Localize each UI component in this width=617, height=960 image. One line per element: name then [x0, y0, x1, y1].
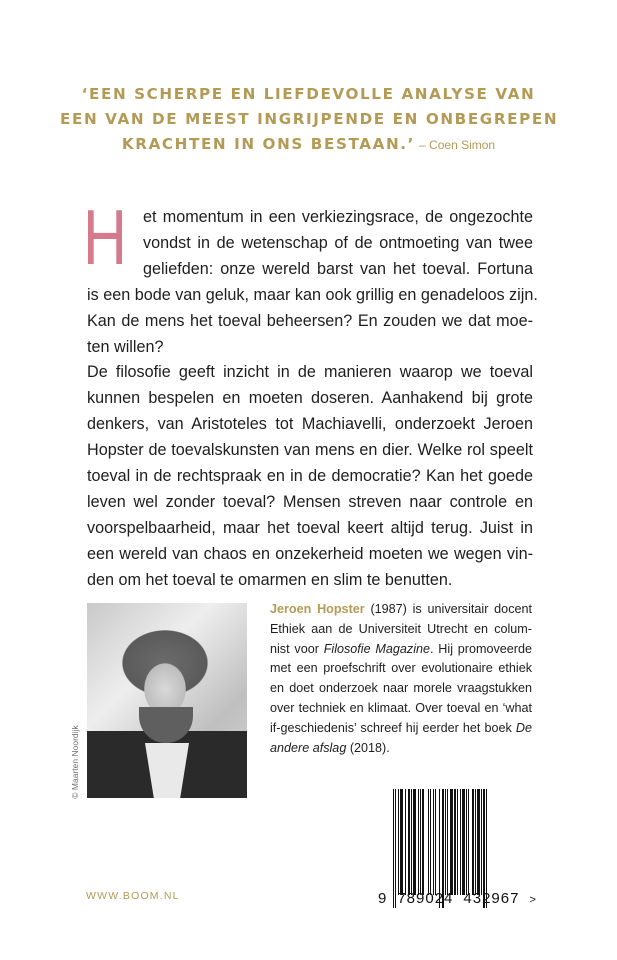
photo-detail [139, 707, 193, 743]
book-title: De [515, 720, 532, 735]
blurb-paragraph-2 [87, 359, 533, 593]
photo-detail [145, 743, 189, 798]
author-name: Jeroen Hopster [270, 602, 365, 616]
text-line: Hopster de toevalskunsten van mens en dier. Welke rol speelt [87, 441, 533, 459]
dropcap: H [83, 193, 127, 281]
author-bio [270, 600, 532, 758]
text-line: en doet onderzoek naar morele vraagstukken [270, 681, 532, 696]
text-line: is een bode van geluk, maar kan ook grillig en genadeloos zijn. [87, 286, 538, 304]
text-line: vondst in de wetenschap of de ontmoeting van twee [143, 234, 533, 252]
text-line: denkers, van Aristoteles tot Machiavelli, onderzoekt Jeroen [87, 415, 533, 433]
text-line: over techniek en klimaat. Over toeval en ‘what [270, 700, 532, 715]
text-line: leven wel zonder toeval? Mensen streven naar controle en [87, 493, 533, 511]
quote-line: KRACHTEN IN ONS BESTAAN.’ – Coen Simon [121, 135, 496, 153]
isbn-number: 9 789024 432967 > [378, 890, 537, 907]
magazine-title: Filosofie Magazine [323, 641, 430, 656]
photo-credit: © Maarten Noordijk [70, 725, 80, 799]
text-line: voorspelbaarheid, maar het toeval keert altijd terug. Juist in [87, 519, 533, 537]
text-line: toeval in de rechtspraak en in de democratie? Kan het goede [87, 467, 533, 485]
text-line: met een proefschrift over evolutionaire ethiek [270, 661, 532, 676]
quote-line: EEN VAN DE MEEST INGRIJPENDE EN ONBEGREPEN [60, 110, 559, 128]
text-line: andere afslag (2018). [270, 740, 390, 755]
author-photo [87, 603, 247, 798]
text-line: Kan de mens het toeval beheersen? En zouden we dat moe- [87, 312, 533, 330]
text-line: Jeroen Hopster (1987) is universitair docent [270, 602, 532, 616]
book-title: andere afslag [270, 740, 347, 755]
text-line: een wereld van chaos en onzekerheid moeten we wegen vin- [87, 545, 533, 563]
text-line: et momentum in een verkiezingsrace, de ongezochte [143, 208, 533, 226]
text-line: if-geschiedenis’ schreef hij eerder het boek De [270, 720, 532, 735]
quote-attribution: – Coen Simon [419, 138, 496, 152]
text-line: De filosofie geeft inzicht in de manieren waarop we toeval [87, 363, 533, 381]
quote-line: ‘EEN SCHERPE EN LIEFDEVOLLE ANALYSE VAN [81, 85, 536, 103]
text-line: geliefden: onze wereld barst van het toeval. Fortuna [143, 260, 533, 278]
text-line: kunnen bespelen en moeten doseren. Aanhakend bij grote [87, 389, 533, 407]
text-line: ten willen? [87, 338, 164, 356]
isbn-barcode [393, 789, 533, 895]
text-line: Ethiek aan de Universiteit Utrecht en colum- [270, 621, 532, 636]
endorsement-quote [60, 82, 557, 158]
publisher-url[interactable]: WWW.BOOM.NL [86, 890, 180, 902]
text-line: den om het toeval te omarmen en slim te benutten. [87, 571, 453, 589]
blurb-paragraph-1 [83, 193, 538, 360]
text-line: nist voor Filosofie Magazine. Hij promoveerde [270, 641, 532, 656]
